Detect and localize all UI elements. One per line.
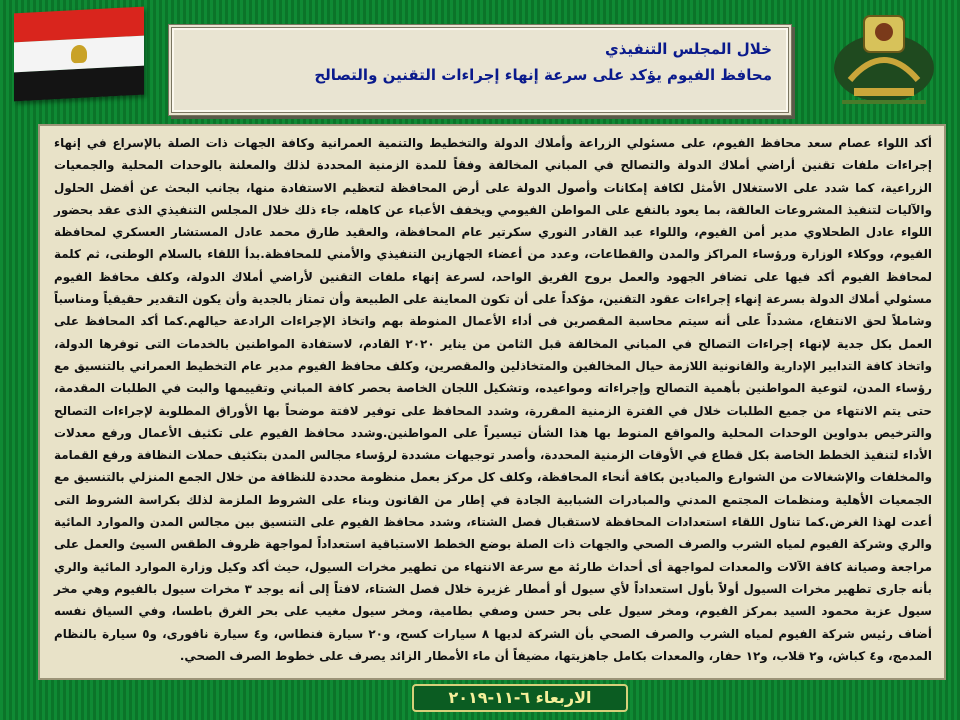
- header-headline: محافظ الفيوم يؤكد على سرعة إنهاء إجراءات التقنين والتصالح: [314, 66, 772, 84]
- article-panel: [38, 124, 946, 680]
- date-badge: الاربعاء ٦-١١-٢٠١٩: [412, 684, 628, 712]
- eagle-emblem-icon: [71, 45, 87, 64]
- fayoum-governorate-logo: [820, 10, 948, 110]
- header-panel: [168, 24, 792, 116]
- header-subtitle: خلال المجلس التنفيذي: [605, 40, 772, 58]
- egypt-flag-icon: [14, 7, 144, 102]
- logo-icon: [820, 10, 948, 110]
- article-body: أكد اللواء عصام سعد محافظ الفيوم، على مسئولي الزراعة وأملاك الدولة والتخطيط والتنمية العمرانية وكافة الجهات ذات الصلة بالإسراع في إنهاء إجراءات ملفات تقنين أراضي أملاك الدولة والتصالح في المباني المخالفة وفقاً للمدة الزمنية المحددة لذلك والمعلنة بالوحدات المحلية والجمعيات الزراعية، كما شدد على الاستغلال الأمثل لكافة إمكانات وأصول الدولة على أرض المحافظة لتعظيم الاستفادة منها، بجانب البحث عن أفضل الحلول والآليات لتنفيذ المشروعات العالقة، بما يعود بالنفع على المواطن الفيومي ويخفف الأعباء عن كاهله، جاء ذلك خلال المجلس التنفيذي الذى عقد بحضور اللواء عادل الطحلاوي مدير أمن الفيوم، واللواء عبد القادر النوري سكرتير عام المحافظة، والعقيد طارق محمد عادل المستشار العسكري لمحافظة الفيوم، ووكلاء الوزارة ورؤساء المراكز والمدن والقطاعات، وعدد من أعضاء الجهازين التنفيذي والأمني للمحافظة.بدأ اللقاء بالسلام الوطنى، ثم كلمة لمحافظ الفيوم أكد فيها على تضافر الجهود والعمل بروح الفريق الواحد، لسرعة إنهاء ملفات التقنين لأراضي أملاك الدولة، وكلف محافظ الفيوم مسئولي أملاك الدولة بسرعة إنهاء إجراءات عقود التقنين، مؤكداً على أن تكون المعاينة على الطبيعة وأن تمتاز بالجدية وأن يكون التقدير حقيقياً ومناسباً وشاملاً لحق الانتفاع، مشدداً على أنه سيتم محاسبة المقصرين فى أداء الأعمال المنوطة بهم واتخاذ الإجراءات الرادعة حيالهم.كما أكد المحافظ على العمل بكل جدية لإنهاء إجراءات التصالح في المباني المخالفة قبل الثامن من يناير ٢٠٢٠ القادم، لاستفادة المواطنين بالخدمات التى توفرها الدولة، واتخاذ كافة التدابير الإدارية والقانونية اللازمة حيال المخالفين والمتخاذلين والمقصرين، وكلف محافظ الفيوم مدير عام التخطيط العمراني بالتنسيق مع رؤساء المدن، لتوعية المواطنين بأهمية التصالح وإجراءاته ومواعيده، وتشكيل اللجان الخاصة بحصر كافة المباني وتقييمها والبت في الطلبات المقدمة، حتى يتم الانتهاء من جميع الطلبات خلال في الفترة الزمنية المقررة، وشدد المحافظ على توفير لافتة موضحاً بها الأوراق المطلوبة لإجراءات التصالح والترخيص بدواوين الوحدات المحلية والمواقع المنوط بها هذا الشأن تيسيراً على المواطنين.وشدد محافظ الفيوم على تكثيف الأعمال ورفع معدلات الأداء لتنفيذ الخطط الخاصة بكل قطاع في الأوقات الزمنية المحددة، وأصدر توجيهات مشددة لرؤساء مجالس المدن بتكثيف حملات النظافة ورفع القمامة والمخلفات والإشغالات من الشوارع والميادين بكافة أنحاء المحافظة، وكلف كل مركز بعمل منظومة محددة للنظافة من خلال الجمع المنزلي بالتنسيق مع الجمعيات الأهلية ومنظمات المجتمع المدني والمبادرات الشبابية الجادة في إطار من القانون وبناء على الشروط الملزمة لذلك بكراسة الشروط التى أعدت لهذا الغرض.كما تناول اللقاء استعدادات المحافظة لاستقبال فصل الشتاء، وشدد محافظ الفيوم على التنسيق بين مجالس المدن والموارد المائية والري وشركة الفيوم لمياه الشرب والصرف الصحي والجهات ذات الصلة بوضع الخطط الاستباقية استعداداً لمواجهة ظروف الطقس السيئ والعمل على مراجعة وصيانة كافة الآلات والمعدات لمواجهة أى أحداث طارئة مع سرعة الانتهاء من تطهير مخرات السيول، حيث أكد وكيل وزارة الموارد المائية والري بأنه جارى تطهير مخرات السيول أولاً بأول استعداداً لأي سيول أو أمطار غزيرة خلال فصل الشتاء، لافتاً إلى أنه يوجد ٣ مخرات سيول بالفيوم وهي مخر سيول عزبة محمود السيد بمركز الفيوم، ومخر سيول على بحر حسن وصفي بطامية، ومخر سيول مغيب على بحر الغرق باطسا، وفي السياق نفسه أضاف رئيس شركة الفيوم لمياه الشرب والصرف الصحي بأن الشركة لديها ٨ سيارات كسح، و٢٠ سيارة فنطاس، و٤ سيارة نافورى، و٥ سيارة بالنظام المدمج، و٤ كباش، و٢ قلاب، و١٢ حفار، والمعدات بكامل جاهزيتها، مضيفاً أن ماء الأمطار الزائد يصرف على خطوط الصرف الصحي.: [54, 136, 933, 663]
